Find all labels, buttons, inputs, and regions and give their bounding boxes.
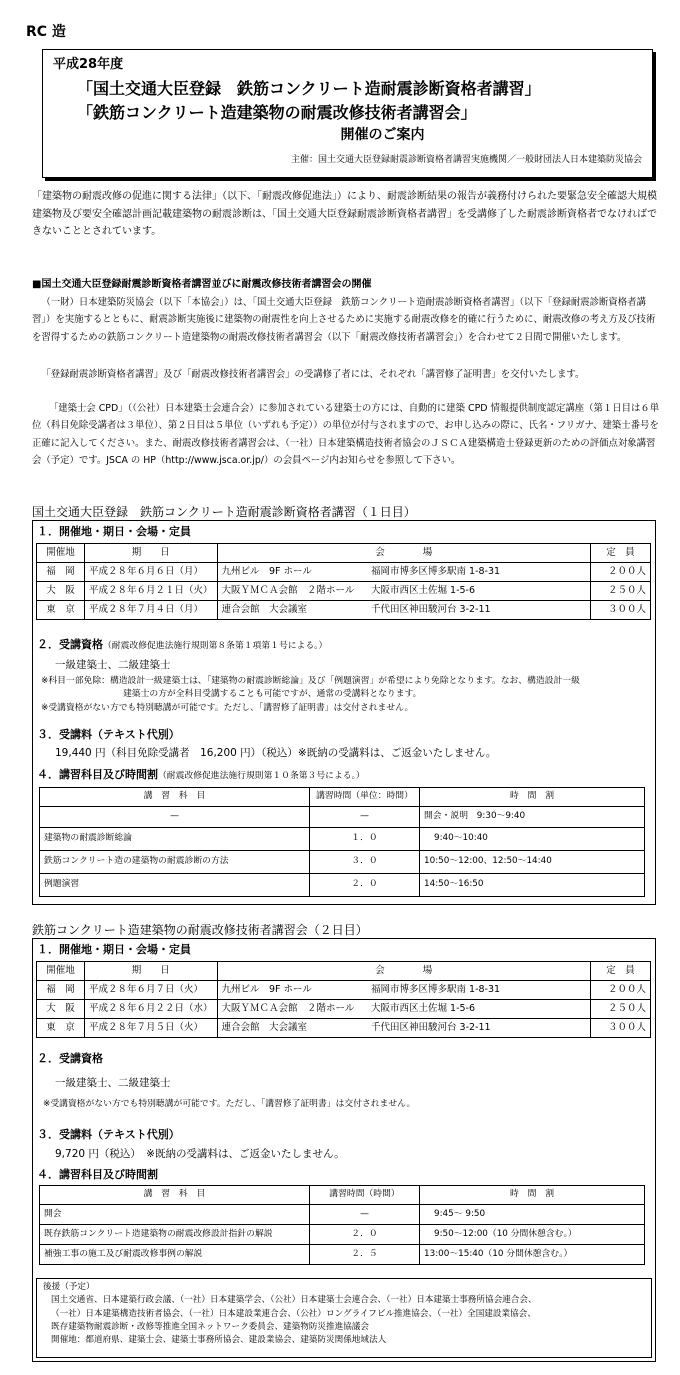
day1-frame xyxy=(32,520,656,905)
section-paragraph-3: 「建築士会 CPD」（（公社）日本建築士会連合会）に参加されている建築士の方には、自動的に建築 CPD 情報提供制度認定講座（第１日目は６単位（科目免除受講者は３単位）、第２日目は５単位（いずれも予定））の単位が付与されますので、お申し込みの際に、氏名・フリガナ、建築士番号を正確に記入してください。また、耐震改修技術者講習会は、（一社）日本建築構造技術者協会のＪＳＣＡ建築構造士登録更新のための評価点対象講習会（予定）です。JSCA の HP（http://www.jsca.or.jp/）の会員ページ内お知らせを参照して下さい。 xyxy=(32,403,660,467)
support-line: （一社）日本建築構造技術者協会、（一社）日本建設業連合会、（公社）ロングライフビル推進協会、（一社）全国建設業協会、 xyxy=(51,1308,536,1319)
table-header: 講習時間（単位：時間） xyxy=(310,788,420,807)
structure-tag: RC 造 xyxy=(26,24,66,40)
title-course: 「国土交通大臣登録 鉄筋コンクリート造耐震診断資格者講習」 xyxy=(77,78,541,98)
organizer: 主催：国土交通大臣登録耐震診断資格者講習実施機関／一般財団法人日本建築防災協会 xyxy=(290,154,642,165)
table-cell: 連合会館 大会議室 xyxy=(217,1019,367,1038)
day2-note-audit: ※受講資格がない方でも特別聴講が可能です。ただし、「講習修了証明書」は交付されません。 xyxy=(43,1099,416,1109)
table-cell: 福 岡 xyxy=(37,981,85,1000)
table-cell: 平成２８年６月２１日（火） xyxy=(85,582,218,601)
table-cell: 千代田区神田駿河台 3-2-11 xyxy=(367,601,590,620)
day2-title: 鉄筋コンクリート造建築物の耐震改修技術者講習会（２日目） xyxy=(32,923,368,937)
table-header: 時 間 割 xyxy=(420,1186,645,1205)
support-label: 後援（予定） xyxy=(43,1282,95,1292)
day2-s4-heading: ４．講習科目及び時間割 xyxy=(37,1168,158,1181)
table-row xyxy=(40,874,645,897)
table-row xyxy=(40,807,645,828)
table-cell: 14:50～16:50 xyxy=(420,874,645,897)
intro-paragraph: 「建築物の耐震改修の促進に関する法律」（以下、「耐震改修促進法」）により、耐震診断結果の報告が義務付けられた要緊急安全確認大規模建築物及び要安全確認計画記載建築物の耐震診断は、「国土交通大臣登録耐震診断資格者講習」を受講修了した耐震診断資格者でなければできないこととされています。 xyxy=(32,191,657,237)
support-line: 国土交通省、日本建築行政会議、（一社）日本建築学会、（公社）日本建築士会連合会、（一社）日本建築士事務所協会連合会、 xyxy=(51,1295,537,1306)
day1-s4-row xyxy=(37,767,365,784)
table-cell: 10:50～12:00、12:50～14:40 xyxy=(420,851,645,874)
table-cell: ３００人 xyxy=(591,601,651,620)
table-cell: 連合会館 大会議室 xyxy=(217,601,367,620)
table-cell: 福岡市博多区博多駅南 1-8-31 xyxy=(367,981,590,1000)
day1-s1-heading: １．開催地・期日・会場・定員 xyxy=(37,525,191,538)
day1-schedule-table xyxy=(39,787,645,897)
table-header-row xyxy=(37,962,651,981)
day1-s2-note: （耐震改修促進法施行規則第８条第１項第１号による。） xyxy=(103,641,328,651)
table-cell: ２００人 xyxy=(591,981,651,1000)
table-header: 会 場 xyxy=(217,962,590,981)
table-cell: 福岡市博多区博多駅南 1-8-31 xyxy=(367,563,590,582)
table-cell: 9:40～10:40 xyxy=(420,828,645,851)
table-cell: 大 阪 xyxy=(37,582,85,601)
day2-s1-heading: １．開催地・期日・会場・定員 xyxy=(37,943,191,956)
table-cell: 既存鉄筋コンクリート造建築物の耐震改修設計指針の解説 xyxy=(40,1225,310,1245)
table-row xyxy=(40,828,645,851)
day1-qualification: 一級建築士、二級建築士 xyxy=(55,659,171,671)
title-box xyxy=(42,49,653,178)
table-cell: 鉄筋コンクリート造の建築物の耐震診断の方法 xyxy=(40,851,310,874)
day2-s2-heading: ２．受講資格 xyxy=(37,1052,103,1065)
table-cell: — xyxy=(40,807,310,828)
table-cell: 9:50～12:00（10 分間休憩含む。） xyxy=(420,1225,645,1245)
table-cell: 九州ビル 9F ホール xyxy=(217,563,367,582)
table-row xyxy=(37,1019,651,1038)
table-header: 講習時間（時間） xyxy=(310,1186,420,1205)
table-cell: ２．０ xyxy=(310,1225,420,1245)
day2-fee: 9,720 円（税込） ※既納の受講料は、ご返金いたしません。 xyxy=(55,1148,345,1160)
table-cell: ２５０人 xyxy=(591,582,651,601)
table-row xyxy=(40,1245,645,1265)
table-cell: 大 阪 xyxy=(37,1000,85,1019)
table-cell: 建築物の耐震診断総論 xyxy=(40,828,310,851)
table-cell: 9:45～ 9:50 xyxy=(420,1205,645,1225)
table-cell: 千代田区神田駿河台 3-2-11 xyxy=(367,1019,590,1038)
table-row xyxy=(37,1000,651,1019)
section-paragraph-1: （一財）日本建築防災協会（以下「本協会」）は、「国土交通大臣登録 鉄筋コンクリート造耐震診断資格者講習」（以下「登録耐震診断資格者講習」）を実施するとともに、耐震診断実施後に建築物の耐震性を向上させるために実施する耐震改修を的確に行うために、耐震改修の考え方及び技術を習得するための鉄筋コンクリート造建築物の耐震改修技術者講習会（以下「耐震改修技術者講習会」）を合わせて２日間で開催いたします。 xyxy=(32,297,656,343)
table-cell: 開会 xyxy=(40,1205,310,1225)
table-cell: ２００人 xyxy=(591,563,651,582)
table-row xyxy=(37,563,651,582)
fiscal-year: 平成28年度 xyxy=(53,57,124,72)
table-cell: 東 京 xyxy=(37,1019,85,1038)
day1-venue-table xyxy=(36,543,651,620)
table-cell: ３００人 xyxy=(591,1019,651,1038)
table-header: 開催地 xyxy=(37,962,85,981)
table-row xyxy=(40,851,645,874)
table-header: 講 習 科 目 xyxy=(40,788,310,807)
day2-venue-table xyxy=(36,961,651,1038)
table-header: 時 間 割 xyxy=(420,788,645,807)
table-cell: ２．０ xyxy=(310,874,420,897)
table-cell: 平成２８年７月５日（火） xyxy=(85,1019,218,1038)
title-notice: 開催のご案内 xyxy=(340,126,425,143)
table-cell: １．０ xyxy=(310,828,420,851)
day1-note-exempt-b: 建築士の方が全科目受講することも可能ですが、通常の受講料となります。 xyxy=(123,689,422,699)
table-cell: 平成２８年６月２２日（水） xyxy=(85,1000,218,1019)
table-header-row xyxy=(40,1186,645,1205)
table-header-row xyxy=(37,544,651,563)
day1-s2-heading: ２．受講資格 xyxy=(37,638,103,651)
day1-title: 国土交通大臣登録 鉄筋コンクリート造耐震診断資格者講習（１日目） xyxy=(32,505,416,519)
day1-note-audit: ※受講資格がない方でも特別聴講が可能です。ただし、「講習修了証明書」は交付されません。 xyxy=(41,703,414,713)
day2-s3-heading: ３．受講料（テキスト代別） xyxy=(37,1128,180,1141)
table-header-row xyxy=(40,788,645,807)
table-row xyxy=(37,981,651,1000)
table-row xyxy=(40,1225,645,1245)
table-cell: ２．５ xyxy=(310,1245,420,1265)
table-cell: 大阪市西区土佐堀 1-5-6 xyxy=(367,582,590,601)
table-cell: 東 京 xyxy=(37,601,85,620)
day1-s4-note: （耐震改修促進法施行規則第１０条第３号による。） xyxy=(158,771,365,781)
table-cell: 開会・説明 9:30～9:40 xyxy=(420,807,645,828)
table-cell: 平成２８年７月４日（月） xyxy=(85,601,218,620)
day1-s4-heading: ４．講習科目及び時間割 xyxy=(37,768,158,781)
table-header: 期 日 xyxy=(85,962,218,981)
table-cell: 大阪ＹＭＣＡ会館 ２階ホール xyxy=(217,582,367,601)
table-cell: — xyxy=(310,807,420,828)
table-row xyxy=(37,582,651,601)
table-cell: 補強工事の施工及び耐震改修事例の解説 xyxy=(40,1245,310,1265)
table-header: 期 日 xyxy=(85,544,218,563)
table-header: 講 習 科 目 xyxy=(40,1186,310,1205)
table-header: 定 員 xyxy=(591,962,651,981)
table-cell: 大阪市西区土佐堀 1-5-6 xyxy=(367,1000,590,1019)
day1-s2-row xyxy=(37,637,327,654)
section-paragraph-2: 「登録耐震診断資格者講習」及び「耐震改修技術者講習会」の受講修了者には、それぞれ「講習修了証明書」を交付いたします。 xyxy=(41,369,585,380)
support-box xyxy=(36,1278,652,1358)
table-header: 開催地 xyxy=(37,544,85,563)
table-row xyxy=(37,601,651,620)
day1-s3-heading: ３．受講料（テキスト代別） xyxy=(37,728,180,741)
title-seminar: 「鉄筋コンクリート造建築物の耐震改修技術者講習会」 xyxy=(77,102,477,122)
table-cell: 平成２８年６月７日（火） xyxy=(85,981,218,1000)
table-cell: ３．０ xyxy=(310,851,420,874)
table-cell: ２５０人 xyxy=(591,1000,651,1019)
table-cell: 13:00～15:40（10 分間休憩含む。） xyxy=(420,1245,645,1265)
table-cell: 例題演習 xyxy=(40,874,310,897)
table-cell: 平成２８年６月６日（月） xyxy=(85,563,218,582)
section-heading: ■国土交通大臣登録耐震診断資格者講習並びに耐震改修技術者講習会の開催 xyxy=(32,279,372,290)
day1-note-exempt-a: ※科目一部免除：構造設計一級建築士は、「建築物の耐震診断総論」及び「例題演習」が希望により免除となります。なお、構造設計一級 xyxy=(41,676,580,686)
support-line: 開催地：都道府県、建築士会、建築士事務所協会、建設業協会、建築防災関係地域法人 xyxy=(51,1335,387,1346)
table-header: 定 員 xyxy=(591,544,651,563)
day2-qualification: 一級建築士、二級建築士 xyxy=(55,1077,171,1089)
table-cell: 福 岡 xyxy=(37,563,85,582)
support-line: 既存建築物耐震診断・改修等推進全国ネットワーク委員会、建築物防災推進協議会 xyxy=(51,1321,369,1332)
day2-schedule-table xyxy=(39,1185,645,1265)
day1-fee: 19,440 円（科目免除受講者 16,200 円）（税込）※既納の受講料は、ご返金いたしません。 xyxy=(55,747,497,759)
day2-frame xyxy=(32,938,656,1362)
table-cell: 九州ビル 9F ホール xyxy=(217,981,367,1000)
table-row xyxy=(40,1205,645,1225)
table-cell: — xyxy=(310,1205,420,1225)
table-cell: 大阪ＹＭＣＡ会館 ２階ホール xyxy=(217,1000,367,1019)
table-header: 会 場 xyxy=(217,544,590,563)
